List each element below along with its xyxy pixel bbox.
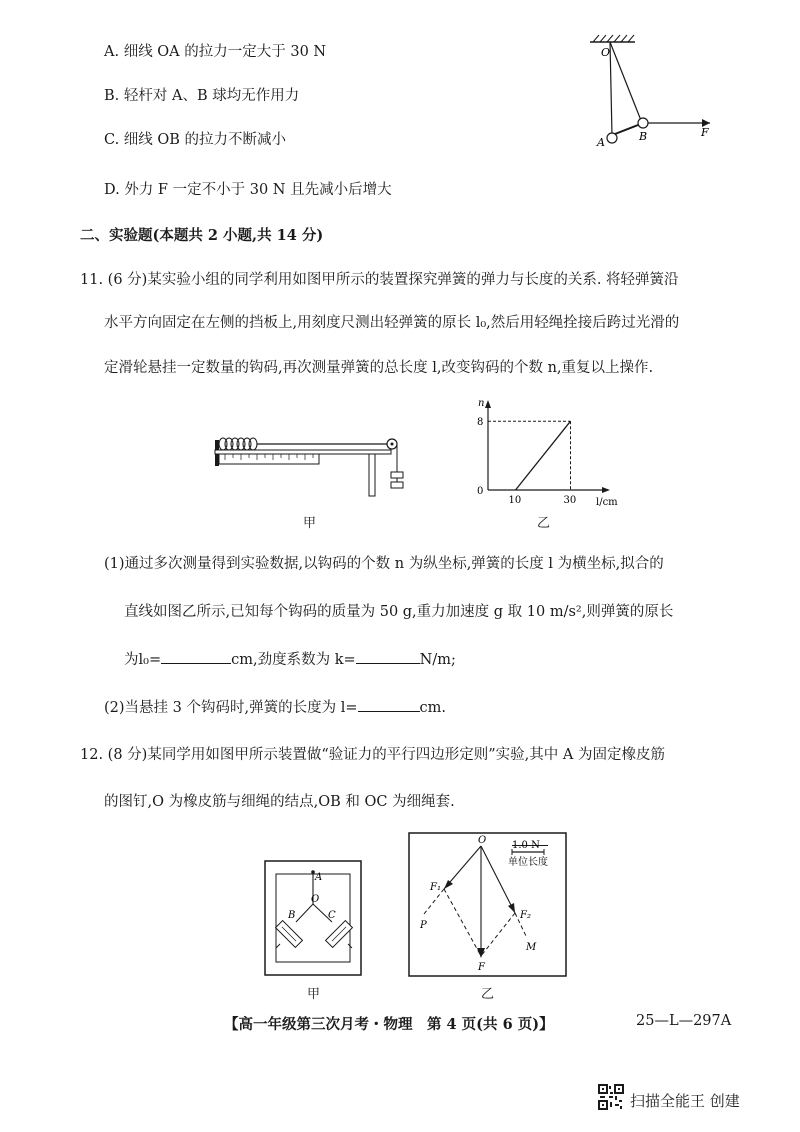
label-f: F [478, 962, 485, 973]
paper-code: 25—L—297A [636, 1013, 732, 1029]
light-rod [615, 125, 638, 134]
hook-weight-1 [391, 472, 403, 478]
scanner-watermark: 扫描全能王 创建 [630, 1092, 740, 1110]
label-o: O [601, 46, 611, 59]
q11-line-2: 水平方向固定在左侧的挡板上,用刻度尺测出轻弹簧的原长 l₀,然后用轻绳拴接后跨过光滑的 [104, 315, 680, 331]
label-b: B [639, 130, 648, 143]
fig-yi-caption: 乙 [537, 516, 551, 531]
answer-blank-l0[interactable] [161, 649, 231, 664]
q11-p1-line-3 [124, 648, 456, 669]
origin-label: 0 [477, 486, 484, 497]
q11-p1-l0-label: 为l₀= [124, 652, 162, 668]
q10-option-a: A. 细线 OA 的拉力一定大于 30 N [104, 44, 327, 60]
q11-p2-line [104, 696, 446, 717]
label-p: P [420, 920, 427, 931]
q12-line-1: 12. (8 分)某同学用如图甲所示装置做“验证力的平行四边形定则”实验,其中 A 为固定橡皮筋 [80, 747, 665, 763]
qr-code-icon [598, 1084, 624, 1110]
q10-option-b: B. 轻杆对 A、B 球均无作用力 [104, 88, 300, 104]
ruler [219, 454, 319, 464]
y-axis-label: n [478, 398, 485, 409]
q10-option-d: D. 外力 F 一定不小于 30 N 且先减小后增大 [104, 182, 392, 198]
n-vs-l-chart [460, 398, 618, 510]
label-a: A [597, 136, 605, 149]
q11-p1-line-1: (1)通过多次测量得到实验数据,以钩码的个数 n 为纵坐标,弹簧的长度 l 为横坐标,拟合的 [104, 556, 664, 572]
label-f1: F₁ [430, 882, 441, 893]
q11-p2-text: (2)当悬挂 3 个钩码时,弹簧的长度为 l= [104, 700, 358, 716]
x-axis-label: l/cm [596, 497, 618, 508]
q11-p1-line-2: 直线如图乙所示,已知每个钩码的质量为 50 g,重力加速度 g 取 10 m/s²,则弹簧的原长 [124, 604, 674, 620]
ball-a [607, 133, 617, 143]
q10-pendulum-figure [575, 30, 725, 155]
q11-p1-unit: N/m; [419, 652, 456, 668]
label-b: B [288, 910, 296, 921]
fig-yi-caption-q12: 乙 [481, 987, 495, 1002]
q11-line-3: 定滑轮悬挂一定数量的钩码,再次测量弹簧的总长度 l,改变钩码的个数 n,重复以上操作. [104, 360, 654, 376]
string-oa [610, 42, 612, 135]
hook-weight-2 [391, 482, 403, 488]
q12-line-2: 的图钉,O 为橡皮筋与细绳的结点,OB 和 OC 为细绳套. [104, 794, 455, 810]
answer-blank-k[interactable] [356, 649, 420, 664]
spring-apparatus-figure [215, 430, 415, 505]
label-f2: F₂ [520, 910, 531, 921]
label-a: A [315, 872, 323, 883]
y-tick-8: 8 [477, 417, 484, 429]
spring-coil [219, 438, 257, 450]
label-o: O [478, 835, 487, 846]
scale-label: 1.0 N [512, 840, 540, 851]
board-setup-figure [264, 860, 364, 978]
page-footer: 【高一年级第三次月考・物理 第 4 页(共 6 页)】 [224, 1016, 554, 1033]
x-tick-10: 10 [508, 495, 522, 506]
fig-jia-caption-q12: 甲 [307, 987, 321, 1002]
y-axis-arrow [485, 400, 491, 408]
ball-b [638, 118, 648, 128]
q11-p1-k-label: cm,劲度系数为 k= [231, 652, 356, 668]
q10-option-c: C. 细线 OB 的拉力不断减小 [104, 132, 287, 148]
label-m: M [526, 942, 537, 953]
x-axis-arrow [602, 487, 610, 493]
table-leg [369, 454, 375, 496]
label-o: O [311, 894, 320, 905]
label-c: C [328, 910, 336, 921]
q11-line-1: 11. (6 分)某实验小组的同学利用如图甲所示的装置探究弹簧的弹力与长度的关系. 将轻弹簧沿 [80, 272, 679, 288]
parallelogram-figure [408, 832, 568, 978]
section-title: 二、实验题(本题共 2 小题,共 14 分) [80, 227, 324, 244]
unit-length-label: 单位长度 [508, 857, 548, 868]
answer-blank-l[interactable] [358, 697, 420, 712]
q11-p2-unit: cm. [419, 700, 446, 716]
fig-jia-caption: 甲 [303, 516, 317, 531]
label-f: F [701, 126, 709, 139]
figure-frame [409, 833, 566, 976]
string-ob [610, 42, 642, 123]
data-line [516, 421, 571, 490]
x-tick-30: 30 [563, 495, 577, 506]
